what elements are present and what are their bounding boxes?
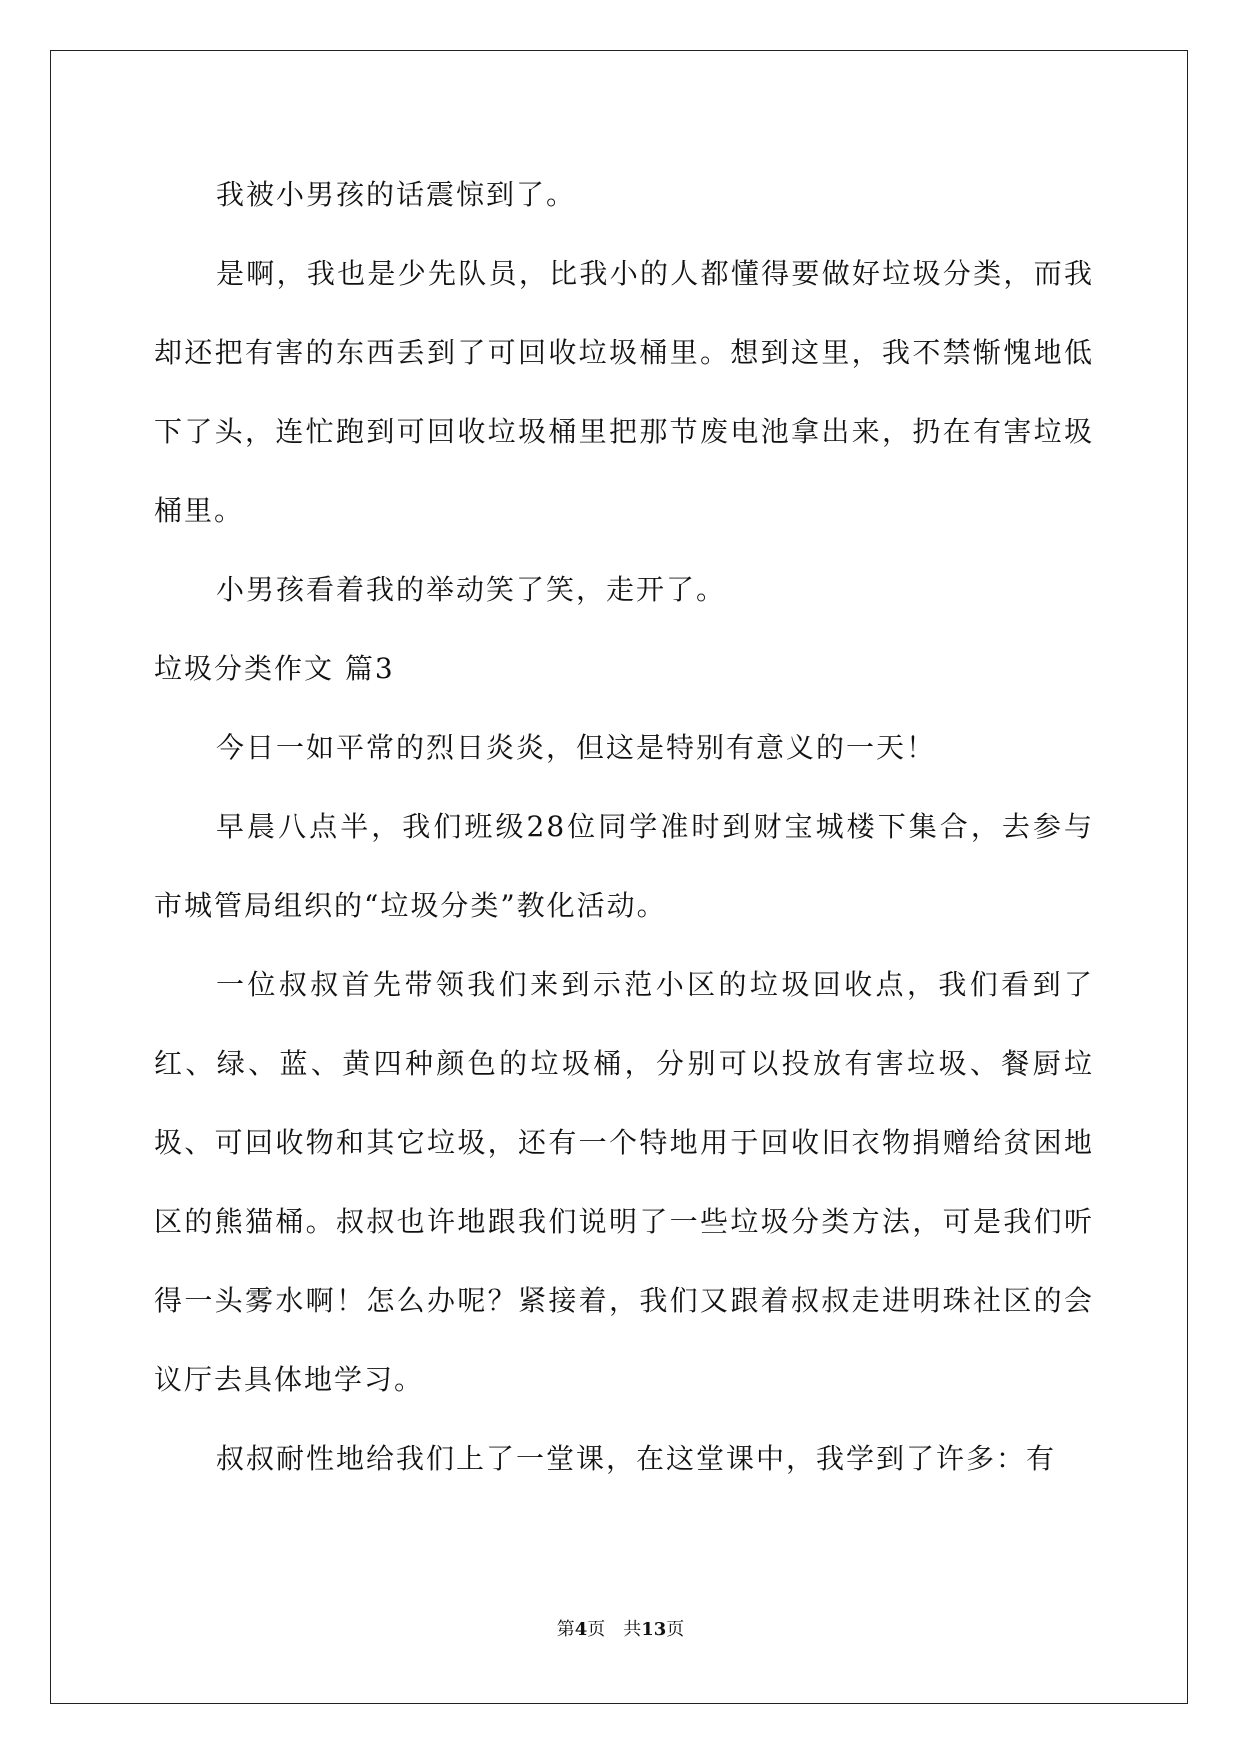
paragraph: 我被小男孩的话震惊到了。: [216, 178, 577, 211]
total-unit: 页: [666, 1619, 685, 1640]
paragraph: 早晨八点半，我们班级28位同学准时到财宝城楼下集合，去参与市城管局组织的“垃圾分类”教化活动。: [154, 810, 1094, 922]
paragraph: 是啊，我也是少先队员，比我小的人都懂得要做好垃圾分类，而我却还把有害的东西丢到了可回收垃圾桶里。想到这里，我不禁惭愧地低下了头，连忙跑到可回收垃圾桶里把那节废电池拿出来，扔在有害垃圾桶里。: [154, 257, 1094, 527]
section-heading: 垃圾分类作文 篇3: [154, 652, 395, 685]
total-prefix: 共: [623, 1619, 642, 1640]
page-unit: 页: [587, 1619, 606, 1640]
paragraph: 一位叔叔首先带领我们来到示范小区的垃圾回收点，我们看到了红、绿、蓝、黄四种颜色的垃圾桶，分别可以投放有害垃圾、餐厨垃圾、可回收物和其它垃圾，还有一个特地用于回收旧衣物捐赠给贫困地区的熊猫桶。叔叔也许地跟我们说明了一些垃圾分类方法，可是我们听得一头雾水啊！怎么办呢？紧接着，我们又跟着叔叔走进明珠社区的会议厅去具体地学习。: [154, 968, 1094, 1396]
page-prefix: 第: [556, 1619, 575, 1640]
current-page-number: 4: [574, 1619, 588, 1640]
document-body: [154, 155, 1094, 1498]
paragraph: 小男孩看着我的举动笑了笑，走开了。: [216, 573, 727, 606]
total-page-count: 13: [641, 1619, 667, 1640]
paragraph: 叔叔耐性地给我们上了一堂课，在这堂课中，我学到了许多：有: [216, 1442, 1057, 1475]
paragraph: 今日一如平常的烈日炎炎，但这是特别有意义的一天！: [216, 731, 937, 764]
page-footer: [0, 1618, 1241, 1642]
